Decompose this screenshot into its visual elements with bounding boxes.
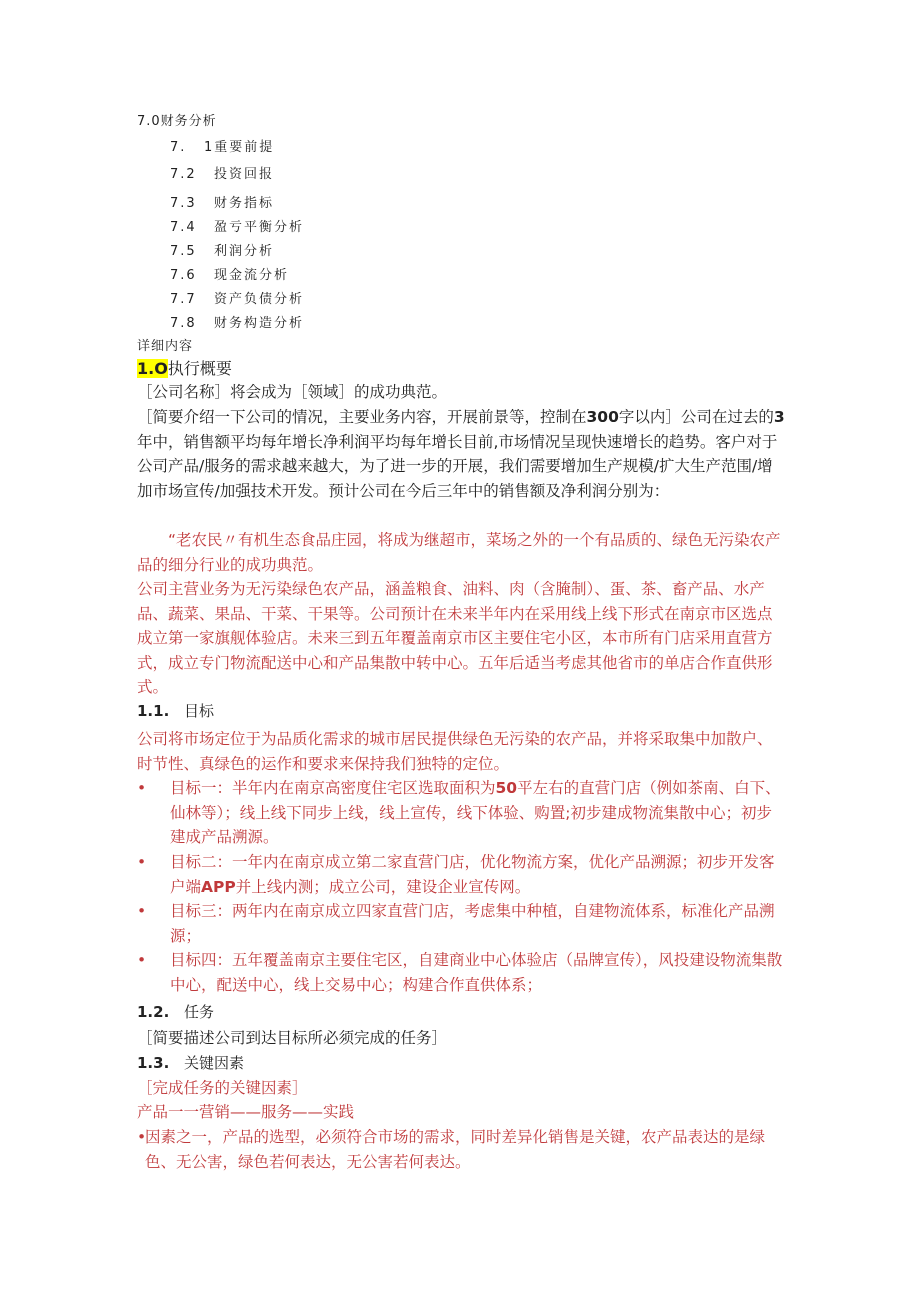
paragraph: ［简要描述公司到达目标所必须完成的任务］ <box>137 1029 448 1047</box>
paragraph-red: 产品一一营销——服务——实践 <box>137 1103 355 1121</box>
section-number: 1.O <box>137 359 168 378</box>
goal-text: 目标二：一年内在南京成立第二家直营门店，优化物流方案，优化产品溯源；初步开发客户端 <box>170 853 775 896</box>
subsection-number: 1.1. <box>137 702 170 720</box>
toc-label: 1重要前提 <box>204 140 275 155</box>
toc-item <box>170 288 304 307</box>
toc-item <box>170 312 304 331</box>
intro-text: ［简要介绍一下公司的情况，主要业务内容，开展前景等，控制在 <box>137 408 587 426</box>
goal-text: 目标四：五年覆盖南京主要住宅区，自建商业中心体验店（品牌宣传），风投建设物流集散中心，配送中心，线上交易中心；构建合作直供体系； <box>170 951 783 994</box>
toc-item <box>170 264 289 283</box>
toc-label: 利润分析 <box>214 244 275 259</box>
toc-item <box>170 240 274 259</box>
paragraph-red: 公司将市场定位于为品质化需求的城市居民提供绿色无污染的农产品，并将采取集中加散户、时节性、真绿色的运作和要求来保持我们独特的定位。 <box>137 730 773 773</box>
subsection-number: 1.3. <box>137 1054 170 1072</box>
list-item <box>137 776 787 850</box>
toc-num: 7.8 <box>170 316 197 331</box>
bullet: • <box>137 779 147 797</box>
toc-label: 资产负债分析 <box>214 292 305 307</box>
section-title: 执行概要 <box>167 359 232 378</box>
paragraph-red: “老农民〃有机生态食品庄园，将成为继超市，菜场之外的一个有品质的、绿色无污染农产品的细分行业的成功典范。 <box>137 531 781 574</box>
toc-item <box>170 163 274 182</box>
bullet: • <box>137 951 147 969</box>
toc-title: 7.0财务分析 <box>137 114 217 129</box>
bullet: • <box>137 1128 147 1146</box>
toc-num: 7.5 <box>170 244 197 259</box>
section-heading <box>137 356 232 379</box>
toc-item <box>170 136 274 155</box>
intro-bold: 3 <box>773 408 785 426</box>
bullet: • <box>137 902 147 920</box>
subsection-heading <box>137 1001 214 1022</box>
intro-bold: 300 <box>586 408 619 426</box>
subsection-number: 1.2. <box>137 1003 170 1021</box>
paragraph-red: ［完成任务的关键因素］ <box>137 1079 308 1097</box>
list-item <box>137 1125 787 1174</box>
subsection-title: 任务 <box>184 1003 215 1021</box>
toc-label: 现金流分析 <box>214 268 290 283</box>
goal-bold: 50 <box>495 779 518 797</box>
goal-bold: APP <box>201 877 236 896</box>
goal-text: 目标一：半年内在南京高密度住宅区选取面积为 <box>170 779 496 797</box>
goal-text: 平左右的直营门店（例如茶南、白下、仙林等）；线上线下同步上线，线上宣传，线下体验、购置;初步建成物流集散中心；初步建成产品溯源。 <box>170 779 781 846</box>
goal-text: 并上线内测；成立公司，建设企业宣传网。 <box>235 877 531 896</box>
toc-num: 7. <box>170 140 187 155</box>
toc-item <box>170 192 274 211</box>
detail-label: 详细内容 <box>137 339 194 354</box>
intro-paragraph <box>137 405 787 503</box>
toc-num: 7.3 <box>170 196 197 211</box>
list-item <box>137 850 787 899</box>
factor-text: 因素之一，产品的选型，必须符合市场的需求，同时差异化销售是关键，农产品表达的是绿色、无公害，绿色若何表达，无公害若何表达。 <box>145 1128 766 1171</box>
toc-label: 投资回报 <box>214 167 275 182</box>
paragraph-red: 公司主营业务为无污染绿色农产品，涵盖粮食、油料、肉（含腌制）、蛋、茶、畜产品、水产品、蔬菜、果品、干菜、干果等。公司预计在未来半年内在采用线上线下形式在南京市区选点成立第一家旗舰体验店。未来三到五年覆盖南京市区主要住宅小区，本市所有门店采用直营方式，成立专门物流配送中心和产品集散中转中心。五年后适当考虑其他省市的单店合作直供形式。 <box>137 580 773 696</box>
toc-num: 7.4 <box>170 220 197 235</box>
list-item <box>137 948 787 997</box>
intro-text: 年中，销售额平均每年增长净利润平均每年增长目前,市场情况呈现快速增长的趋势。客户对于公司产品/服务的需求越来越大，为了进一步的开展，我们需要增加生产规模/扩大生产范围/增加市场宣传/加强技术开发。预计公司在今后三年中的销售额及净利润分别为： <box>137 432 778 500</box>
toc-num: 7.7 <box>170 292 197 307</box>
paragraph: ［公司名称］将会成为［领域］的成功典范。 <box>137 383 448 401</box>
toc-num: 7.2 <box>170 167 197 182</box>
toc-item <box>170 216 304 235</box>
toc-num: 7.6 <box>170 268 197 283</box>
list-item <box>137 899 787 948</box>
bullet: • <box>137 853 147 871</box>
toc-label: 财务指标 <box>214 196 275 211</box>
subsection-heading <box>137 1052 244 1073</box>
subsection-title: 目标 <box>184 702 215 720</box>
subsection-heading <box>137 700 214 721</box>
intro-text: 字以内］公司在过去的 <box>618 408 774 426</box>
toc-label: 财务构造分析 <box>214 316 305 331</box>
goal-text: 目标三：两年内在南京成立四家直营门店，考虑集中种植，自建物流体系，标准化产品溯源； <box>170 902 775 945</box>
subsection-title: 关键因素 <box>184 1054 245 1072</box>
toc-label: 盈亏平衡分析 <box>214 220 305 235</box>
